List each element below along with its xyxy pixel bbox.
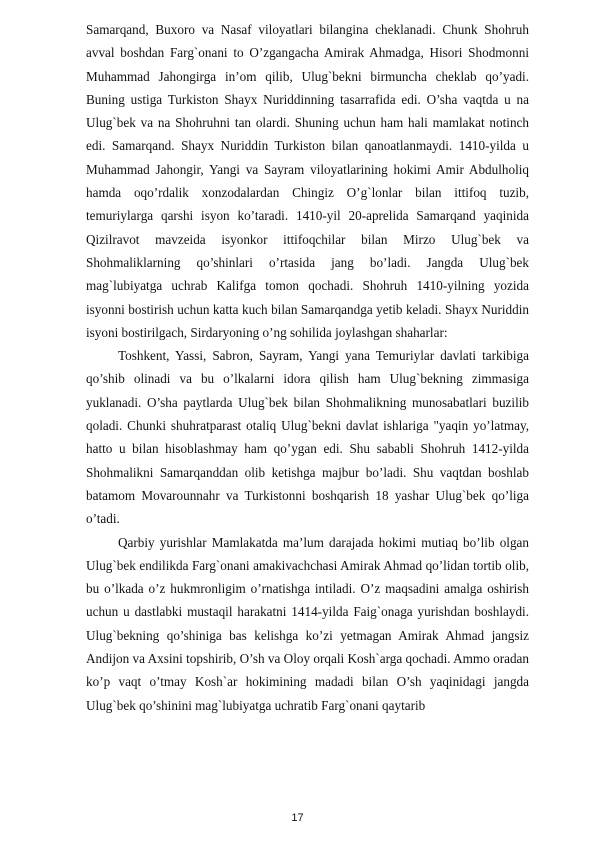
paragraph-1: Samarqand, Buxoro va Nasaf viloyatlari bilangina cheklanadi. Chunk Shohruh avval boshdan Farg`onani to O’zgangacha Amirak Ahmadga, Hisori Shodmonni Muhammad Jahongirga in’om qilib, Ulug`bekni birmuncha cheklab qo’yadi. Buning ustiga Turkiston Shayx Nuriddinning tasarrafida edi. O’sha vaqtda u na Ulug`bek va na Shohruhni tan olardi. Shuning uchun ham hali mamlakat notinch edi. Samarqand. Shayx Nuriddin Turkiston bilan qanoatlanmaydi. 1410-yilda u Muhammad Jahongir, Yangi va Sayram viloyatlarining hokimi Amir Abdulholiq hamda oqo’rdalik xonzodalardan Chingiz O’g`lonlar bilan ittifoq tuzib, temuriylarga qarshi isyon ko’taradi. 1410-yil 20-aprelida Samarqand yaqinida Qizilravot mavzeida isyonkor ittifoqchilar bilan Mirzo Ulug`bek va Shohmaliklarning qo’shinlari o’rtasida jang bo’ladi. Jangda Ulug`bek mag`lubiyatga uchrab Kalifga tomon qochadi. Shohruh 1410-yilning yozida isyonni bostirish uchun katta kuch bilan Samarqandga yetib keladi. Shayx Nuriddin isyoni bostirilgach, Sirdaryoning o’ng sohilida joylashgan shaharlar: — [86, 22, 529, 340]
paragraph-3: Qarbiy yurishlar Mamlakatda ma’lum darajada hokimi mutiaq bo’lib olgan Ulug`bek endilikda Farg`onani amakivachchasi Amirak Ahmad qo’lidan tortib olib, bu o’lkada o’z hukmronligim o’rnatishga intiladi. O’z maqsadini amalga oshirish uchun u dastlabki mustaqil harakatni 1414-yilda Faig`onaga yurishdan boshlaydi. Ulug`bekning qo’shiniga bas kelishga ko’zi yetmagan Amirak Ahmad jangsiz Andijon va Axsini topshirib, O’sh va Oloy orqali Kosh`arga qochadi. Ammo oradan ko’p vaqt o’tmay Kosh`ar hokimining madadi bilan O’sh yaqinidagi jangda Ulug`bek qo’shinini mag`lubiyatga uchratib Farg`onani qaytarib — [86, 534, 529, 713]
paragraph-2: Toshkent, Yassi, Sabron, Sayram, Yangi yana Temuriylar davlati tarkibiga qo’shib olinadi va bu o’lkalarni idora qilish ham Ulug`bekning zimmasiga yuklanadi. O’sha paytlarda Ulug`bek bilan Shohmalikning munosabatlari buzilib qoladi. Chunki shuhratparast otaliq Ulug`bekni davlat ishlariga "yaqin yo’latmay, hatto u bilan hisoblashmay ham qo’ygan edi. Shu sababli Shohruh 1412-yilda Shohmalikni Samarqanddan olib ketishga majbur bo’ladi. Shu vaqtdan boshlab batamom Movarounnahr va Turkistonni boshqarish 18 yashar Ulug`bek qo’liga o’tadi. — [86, 348, 529, 527]
document-body — [86, 18, 529, 717]
page-number: 17 — [291, 812, 304, 824]
